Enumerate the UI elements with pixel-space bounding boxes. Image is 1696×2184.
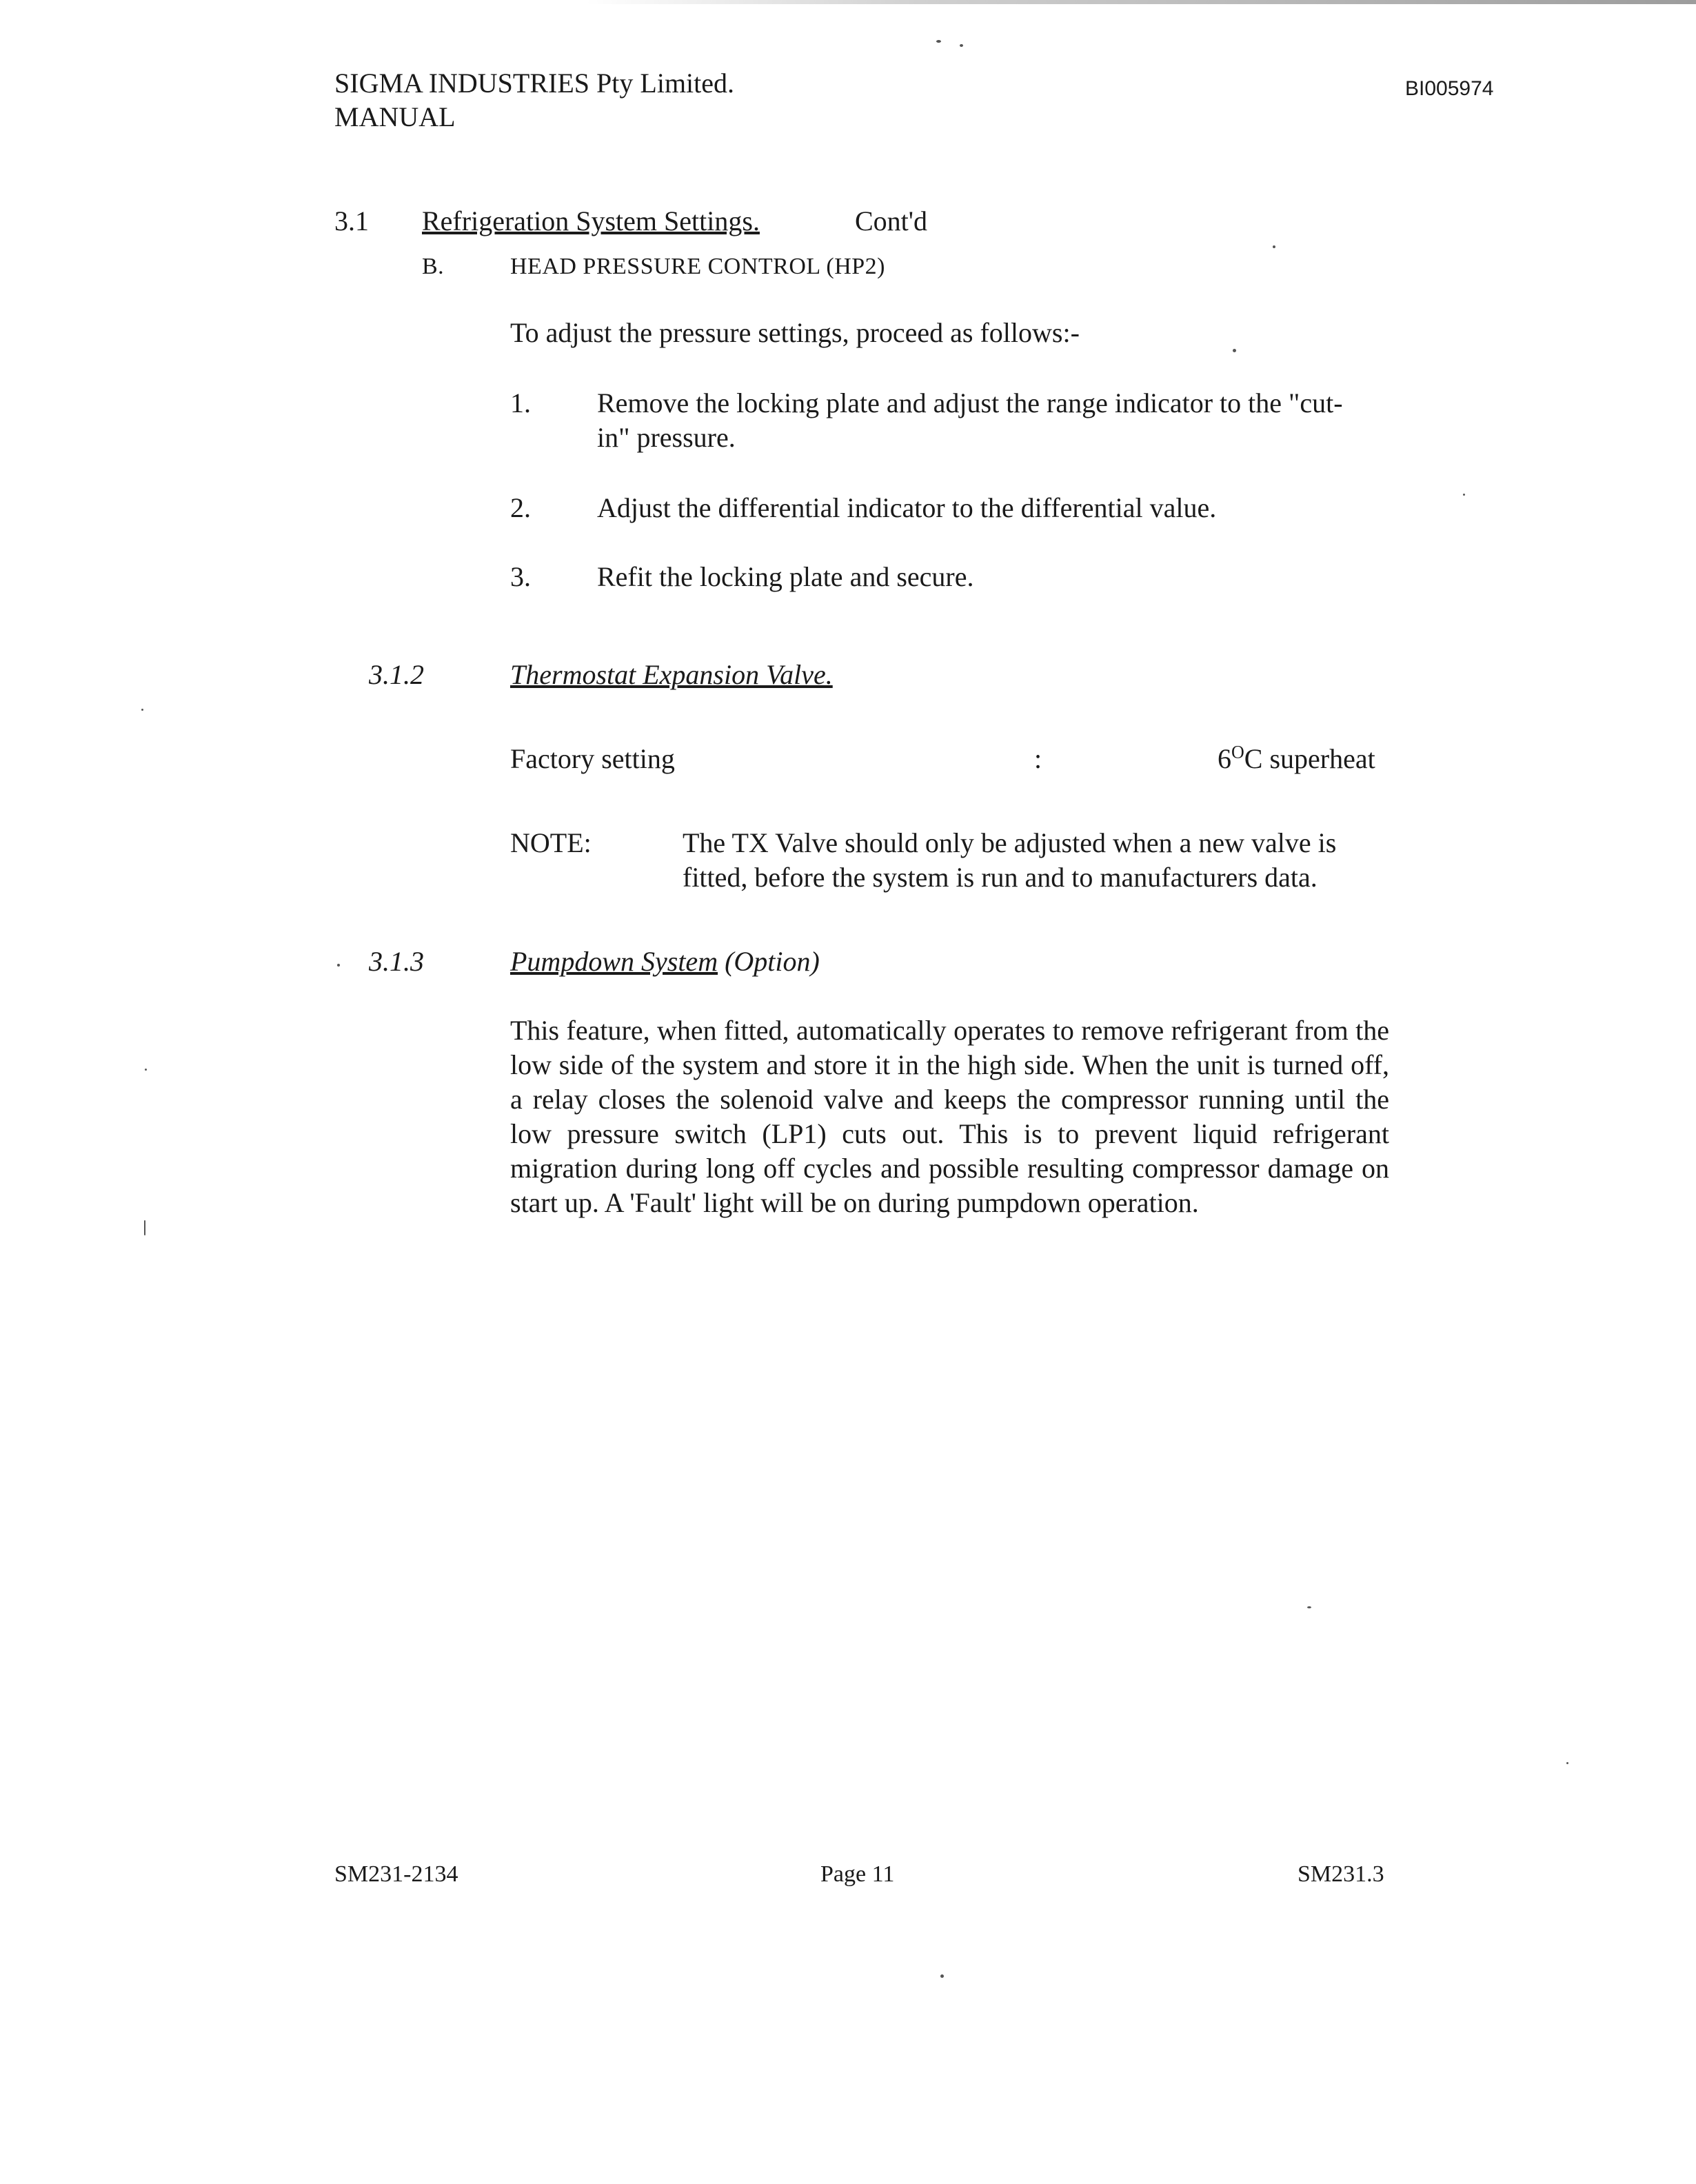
- scan-speck: [1273, 245, 1275, 248]
- subsection-title-line: [510, 944, 820, 979]
- setting-value-unit: C superheat: [1244, 743, 1375, 774]
- step-number: 1.: [510, 387, 531, 418]
- subsection-letter: B.: [422, 254, 445, 279]
- step-text: Refit the locking plate and secure.: [597, 561, 974, 592]
- footer-right-code: SM231.3: [1298, 1861, 1384, 1887]
- note-label: NOTE:: [510, 827, 592, 858]
- scan-speck: [144, 1220, 145, 1235]
- scan-edge-artifact: [586, 0, 1696, 4]
- setting-separator: :: [1034, 743, 1042, 774]
- setting-value-number: 6: [1218, 743, 1231, 774]
- step-text: Remove the locking plate and adjust the range indicator to the "cut-: [597, 387, 1343, 418]
- scan-speck: [1307, 1606, 1311, 1608]
- scan-speck: [337, 964, 340, 967]
- scan-speck: [1463, 494, 1465, 496]
- scan-speck: [1233, 349, 1236, 352]
- subsection-number: 3.1.2: [369, 659, 424, 690]
- procedure-intro: To adjust the pressure settings, proceed as follows:-: [510, 317, 1080, 348]
- subsection-title-suffix: (Option): [725, 946, 820, 977]
- step-text-continued: in" pressure.: [597, 422, 736, 453]
- scan-speck: [960, 44, 963, 47]
- section-title: Refrigeration System Settings.: [422, 205, 760, 236]
- degree-mark: O: [1231, 742, 1244, 762]
- scan-speck: [940, 1974, 944, 1978]
- scan-speck: [145, 1069, 147, 1071]
- note-text: The TX Valve should only be adjusted when a new valve is: [683, 827, 1337, 858]
- step-number: 2.: [510, 492, 531, 523]
- subsection-title: Pumpdown System: [510, 946, 718, 977]
- section-number: 3.1: [334, 205, 369, 236]
- document-type: MANUAL: [334, 101, 456, 132]
- pumpdown-description: This feature, when fitted, automatically operates to remove refrigerant from the low side of the system and store it in the high side. When the unit is turned off, a relay closes the solenoid valve and keeps the compressor running until the low pressure switch (LP1) cuts out. This is to prevent liquid refrigerant migration during long off cycles and possible resulting compressor damage on start up. A 'Fault' light will be on during pumpdown operation.: [510, 1015, 1389, 1218]
- step-text: Adjust the differential indicator to the differential value.: [597, 492, 1217, 523]
- scan-speck: [141, 709, 143, 711]
- subsection-number: 3.1.3: [369, 946, 424, 977]
- setting-value: [1218, 742, 1375, 776]
- setting-label: Factory setting: [510, 743, 675, 774]
- scan-speck: [936, 40, 941, 43]
- subsection-title: Thermostat Expansion Valve.: [510, 659, 833, 690]
- subsection-title: HEAD PRESSURE CONTROL (HP2): [510, 254, 886, 279]
- section-continued: Cont'd: [855, 205, 927, 236]
- footer-left-code: SM231-2134: [334, 1861, 458, 1887]
- page-number: Page 11: [820, 1861, 895, 1887]
- document-id: BI005974: [1405, 77, 1494, 100]
- company-name: SIGMA INDUSTRIES Pty Limited.: [334, 68, 735, 99]
- scan-speck: [1566, 1762, 1568, 1764]
- step-number: 3.: [510, 561, 531, 592]
- note-text-continued: fitted, before the system is run and to manufacturers data.: [683, 862, 1318, 893]
